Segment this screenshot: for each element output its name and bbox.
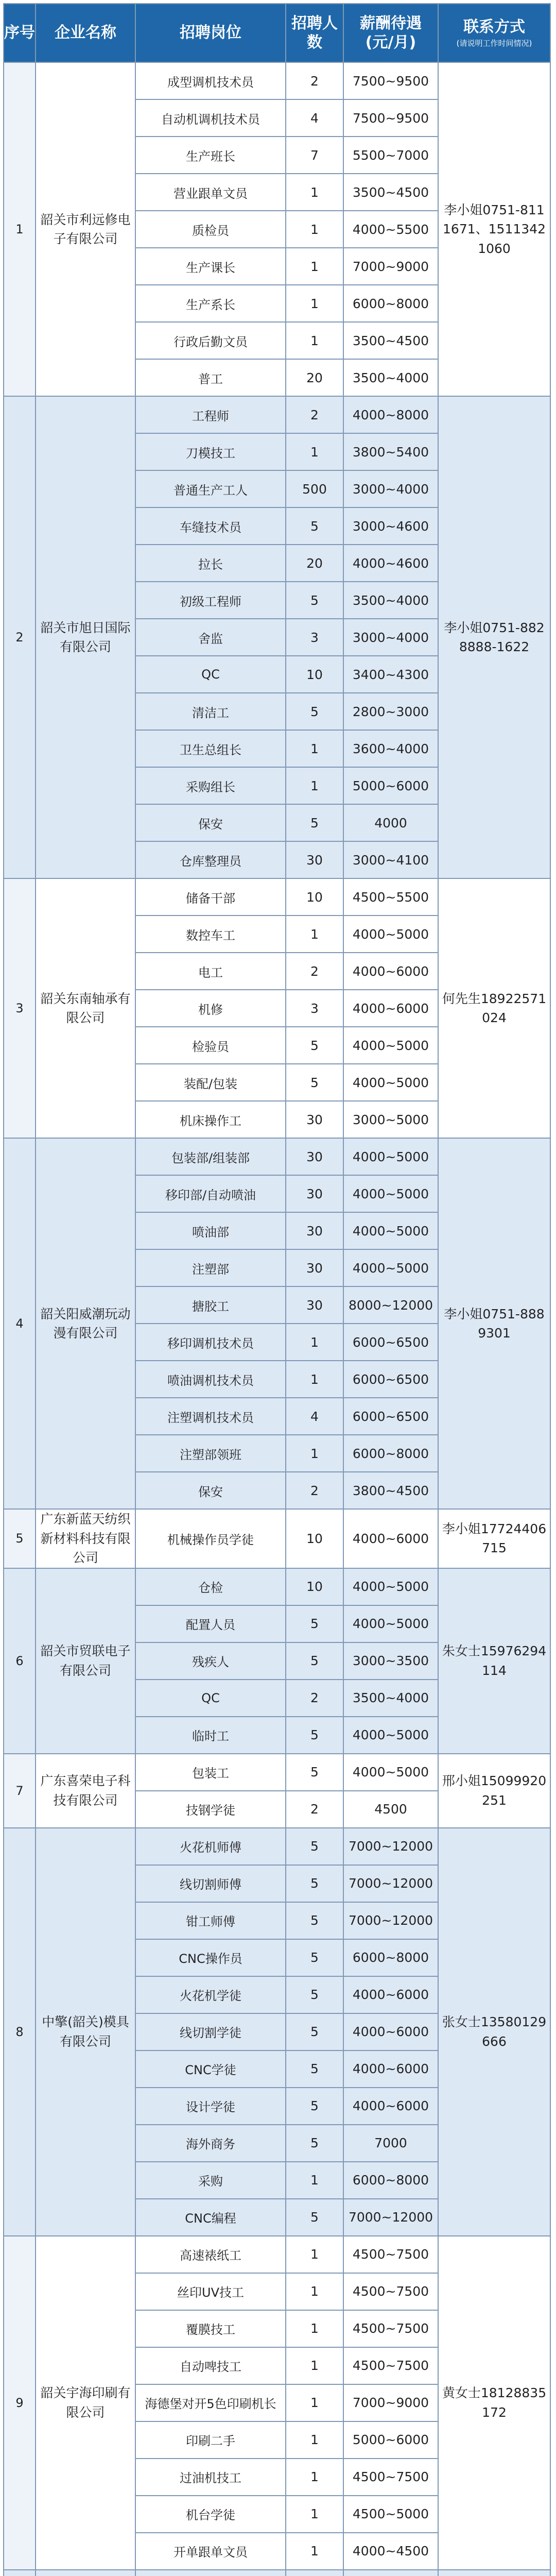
header-company: 企业名称 <box>36 4 135 62</box>
job-salary: 6000~6500 <box>343 1324 438 1361</box>
job-position: 行政后勤文员 <box>135 322 286 359</box>
job-position: 包装工 <box>135 1754 286 1791</box>
job-salary: 4500~7500 <box>343 2236 438 2273</box>
contact-info: 朱女士15976294114 <box>438 1568 550 1754</box>
job-count: 1 <box>286 730 343 767</box>
job-position: 火花机师傅 <box>135 1828 286 1865</box>
row-index <box>4 2570 36 2576</box>
job-position: 注塑部 <box>135 1249 286 1286</box>
job-count: 1 <box>286 211 343 248</box>
row-index: 9 <box>4 2236 36 2570</box>
job-salary: 3500~4500 <box>343 174 438 211</box>
job-salary: 4000~5000 <box>343 1754 438 1791</box>
job-salary: 3500~4000 <box>343 1680 438 1717</box>
job-salary: 3000~4600 <box>343 507 438 545</box>
job-count: 5 <box>286 507 343 545</box>
job-count: 10 <box>286 878 343 916</box>
job-position: 海德堡对开5色印刷机长 <box>135 2384 286 2421</box>
job-position: 初级工程师 <box>135 582 286 619</box>
job-count: 5 <box>286 1865 343 1902</box>
job-salary: 6000~8000 <box>343 1939 438 1976</box>
job-salary: 4500~5500 <box>343 878 438 916</box>
job-count: 3 <box>286 990 343 1027</box>
job-position: 装配/包装 <box>135 1064 286 1101</box>
job-count: 1 <box>286 916 343 953</box>
job-salary: 4000~5000 <box>343 1249 438 1286</box>
contact-info: 何先生18922571024 <box>438 878 550 1138</box>
company-name <box>36 2570 135 2576</box>
table-body <box>4 62 550 2576</box>
job-salary: 6000~6500 <box>343 1398 438 1435</box>
job-salary: 2800~3000 <box>343 693 438 730</box>
job-position: 机台学徒 <box>135 2496 286 2533</box>
job-position: CNC学徒 <box>135 2050 286 2088</box>
job-count: 4 <box>286 1398 343 1435</box>
table-row <box>4 1568 550 1605</box>
job-count: 1 <box>286 322 343 359</box>
job-position: 残疾人 <box>135 1642 286 1680</box>
job-salary: 7500~9500 <box>343 62 438 99</box>
company-name: 广东新蓝天纺织新材料科技有限公司 <box>36 1509 135 1568</box>
job-salary: 3500~4000 <box>343 582 438 619</box>
table-row <box>4 1754 550 1791</box>
job-position: 工程师 <box>135 396 286 433</box>
job-salary: 3600~4000 <box>343 730 438 767</box>
job-count: 5 <box>286 1027 343 1064</box>
company-name: 韶关阳威潮玩动漫有限公司 <box>36 1138 135 1509</box>
job-salary: 3400~4300 <box>343 656 438 693</box>
job-position: 高速裱纸工 <box>135 2236 286 2273</box>
job-salary: 7000~9000 <box>343 248 438 285</box>
contact-info: 李小姐0751-8111671、15113421060 <box>438 62 550 396</box>
job-count: 10 <box>286 656 343 693</box>
job-salary: 3000~3500 <box>343 1642 438 1680</box>
job-position: 检验员 <box>135 1027 286 1064</box>
job-salary: 4500~7500 <box>343 2347 438 2384</box>
job-count: 5 <box>286 1939 343 1976</box>
job-position: 海外商务 <box>135 2125 286 2162</box>
job-position: 车缝技术员 <box>135 507 286 545</box>
job-salary: 4000~6000 <box>343 2050 438 2088</box>
job-position: 数控车工 <box>135 916 286 953</box>
job-salary: 7000~12000 <box>343 1865 438 1902</box>
job-salary: 4000~5500 <box>343 211 438 248</box>
job-count: 1 <box>286 2421 343 2459</box>
job-count: 30 <box>286 1286 343 1324</box>
company-name: 韶关市贸联电子有限公司 <box>36 1568 135 1754</box>
job-count: 4 <box>286 99 343 137</box>
job-count: 5 <box>286 693 343 730</box>
table-header <box>4 4 550 62</box>
company-name: 韶关市旭日国际有限公司 <box>36 396 135 878</box>
job-position: 机修 <box>135 990 286 1027</box>
job-count: 7 <box>286 137 343 174</box>
job-salary: 4000 <box>343 804 438 841</box>
job-salary: 4000~5000 <box>343 1064 438 1101</box>
job-count: 5 <box>286 1828 343 1865</box>
job-salary: 6000~6500 <box>343 1361 438 1398</box>
job-count: 5 <box>286 1754 343 1791</box>
job-salary: 3800~4500 <box>343 1472 438 1509</box>
recruitment-table <box>3 3 551 2576</box>
job-count: 1 <box>286 2496 343 2533</box>
job-position: 成型调机技术员 <box>135 62 286 99</box>
job-count: 1 <box>286 433 343 470</box>
job-salary: 7000 <box>343 2125 438 2162</box>
job-position <box>135 2570 286 2576</box>
job-position: 采购 <box>135 2162 286 2199</box>
table-row <box>4 1138 550 1175</box>
row-index: 4 <box>4 1138 36 1509</box>
job-salary: 4000~5000 <box>343 1568 438 1605</box>
table-row <box>4 878 550 916</box>
job-salary: 4000~5000 <box>343 1717 438 1754</box>
job-position: 火花机学徒 <box>135 1976 286 2013</box>
job-count: 1 <box>286 2310 343 2347</box>
job-salary: 4500~5000 <box>343 2496 438 2533</box>
job-count: 30 <box>286 1175 343 1212</box>
job-position: 刀模技工 <box>135 433 286 470</box>
job-position: 自动机调机技术员 <box>135 99 286 137</box>
company-name: 韶关市利远修电子有限公司 <box>36 62 135 396</box>
job-count: 5 <box>286 2013 343 2050</box>
job-position: 机械操作员学徒 <box>135 1509 286 1568</box>
job-salary: 4000~4500 <box>343 2533 438 2570</box>
job-position: 质检员 <box>135 211 286 248</box>
job-count: 5 <box>286 1605 343 1642</box>
job-position: 注塑部领班 <box>135 1435 286 1472</box>
header-idx: 序号 <box>4 4 36 62</box>
job-salary: 5000~6000 <box>343 2421 438 2459</box>
job-salary: 4000~5000 <box>343 1138 438 1175</box>
header-salary-unit: (元/月) <box>365 33 416 52</box>
job-count: 5 <box>286 2050 343 2088</box>
job-count: 2 <box>286 396 343 433</box>
job-position: QC <box>135 1680 286 1717</box>
job-count: 1 <box>286 1435 343 1472</box>
header-count: 招聘人数 <box>286 4 343 62</box>
job-position: 配置人员 <box>135 1605 286 1642</box>
job-position: 舍监 <box>135 619 286 656</box>
job-salary: 7500~9500 <box>343 99 438 137</box>
job-position: 喷油调机技术员 <box>135 1361 286 1398</box>
job-salary: 4000~4600 <box>343 545 438 582</box>
job-position: 移印调机技术员 <box>135 1324 286 1361</box>
job-salary: 4000~5000 <box>343 1605 438 1642</box>
table-row <box>4 62 550 99</box>
job-position: 仓检 <box>135 1568 286 1605</box>
header-contact-label: 联系方式 <box>463 18 525 36</box>
job-position: CNC编程 <box>135 2199 286 2236</box>
job-salary: 4500~7500 <box>343 2273 438 2310</box>
job-count: 20 <box>286 545 343 582</box>
job-salary: 4000~5000 <box>343 1212 438 1249</box>
job-position: 注塑调机技术员 <box>135 1398 286 1435</box>
job-position: 开单跟单文员 <box>135 2533 286 2570</box>
job-count: 5 <box>286 2125 343 2162</box>
job-count: 30 <box>286 1249 343 1286</box>
job-count: 2 <box>286 1791 343 1828</box>
job-position: 卫生总组长 <box>135 730 286 767</box>
contact-info: 李小姐17724406715 <box>438 1509 550 1568</box>
job-position: 钳工师傅 <box>135 1902 286 1939</box>
job-count: 1 <box>286 2162 343 2199</box>
company-name: 韶关宇海印刷有限公司 <box>36 2236 135 2570</box>
table-row <box>4 2570 550 2576</box>
table-row <box>4 1828 550 1865</box>
job-count: 1 <box>286 248 343 285</box>
job-count: 2 <box>286 953 343 990</box>
job-position: 生产课长 <box>135 248 286 285</box>
job-position: 包装部/组装部 <box>135 1138 286 1175</box>
job-position: 线切割师傅 <box>135 1865 286 1902</box>
job-position: 技钢学徒 <box>135 1791 286 1828</box>
contact-info: 李小姐0751-8889301 <box>438 1138 550 1509</box>
job-salary: 6000~8000 <box>343 285 438 322</box>
job-position: 清洁工 <box>135 693 286 730</box>
job-salary: 7000~9000 <box>343 2384 438 2421</box>
job-count: 5 <box>286 1902 343 1939</box>
table-row <box>4 1509 550 1568</box>
job-count: 1 <box>286 285 343 322</box>
job-salary: 4500~7500 <box>343 2310 438 2347</box>
job-salary: 7000~12000 <box>343 2199 438 2236</box>
job-count: 2 <box>286 1680 343 1717</box>
job-count: 20 <box>286 359 343 396</box>
company-name: 中擎(韶关)模具有限公司 <box>36 1828 135 2236</box>
job-position: 储备干部 <box>135 878 286 916</box>
job-position: 移印部/自动喷油 <box>135 1175 286 1212</box>
job-count: 1 <box>286 1324 343 1361</box>
company-name: 韶关东南轴承有限公司 <box>36 878 135 1138</box>
job-salary: 4000~6000 <box>343 1509 438 1568</box>
job-count: 1 <box>286 2236 343 2273</box>
job-salary: 3500~4500 <box>343 322 438 359</box>
job-position: 机床操作工 <box>135 1101 286 1138</box>
header-contact <box>438 4 550 62</box>
contact-info: 邢小姐15099920251 <box>438 1754 550 1828</box>
job-salary: 6000~8000 <box>343 1435 438 1472</box>
job-salary <box>343 2570 438 2576</box>
job-salary: 3000~5000 <box>343 1101 438 1138</box>
job-position: 设计学徒 <box>135 2088 286 2125</box>
job-salary: 4000~6000 <box>343 1976 438 2013</box>
contact-info: 张女士13580129666 <box>438 1828 550 2236</box>
job-salary: 4000~5000 <box>343 916 438 953</box>
job-salary: 3500~4000 <box>343 359 438 396</box>
job-position: CNC操作员 <box>135 1939 286 1976</box>
job-salary: 4000~8000 <box>343 396 438 433</box>
job-count: 30 <box>286 841 343 878</box>
job-position: 过油机技工 <box>135 2459 286 2496</box>
company-name: 广东喜荣电子科技有限公司 <box>36 1754 135 1828</box>
row-index: 2 <box>4 396 36 878</box>
job-salary: 8000~12000 <box>343 1286 438 1324</box>
job-position: QC <box>135 656 286 693</box>
job-count: 5 <box>286 582 343 619</box>
job-position: 采购组长 <box>135 767 286 804</box>
job-position: 拉长 <box>135 545 286 582</box>
job-count: 2 <box>286 1472 343 1509</box>
job-count: 5 <box>286 1642 343 1680</box>
header-position: 招聘岗位 <box>135 4 286 62</box>
row-index: 6 <box>4 1568 36 1754</box>
job-salary: 4000~6000 <box>343 2088 438 2125</box>
job-count: 5 <box>286 2088 343 2125</box>
job-count: 1 <box>286 2459 343 2496</box>
header-salary-label: 薪酬待遇 <box>360 14 422 32</box>
job-count: 30 <box>286 1138 343 1175</box>
job-position: 保安 <box>135 804 286 841</box>
job-salary: 3000~4000 <box>343 470 438 507</box>
job-salary: 5000~6000 <box>343 767 438 804</box>
job-position: 普工 <box>135 359 286 396</box>
job-salary: 4000~6000 <box>343 953 438 990</box>
row-index: 7 <box>4 1754 36 1828</box>
job-salary: 4000~6000 <box>343 2013 438 2050</box>
contact-info <box>438 2570 550 2576</box>
job-salary: 3800~5400 <box>343 433 438 470</box>
job-count: 500 <box>286 470 343 507</box>
job-salary: 7000~12000 <box>343 1828 438 1865</box>
job-salary: 3000~4100 <box>343 841 438 878</box>
header-contact-note: (请说明工作时间情况) <box>456 39 532 48</box>
row-index: 1 <box>4 62 36 396</box>
job-count: 1 <box>286 1361 343 1398</box>
job-position: 保安 <box>135 1472 286 1509</box>
job-position: 搪胶工 <box>135 1286 286 1324</box>
table-row <box>4 396 550 433</box>
contact-info: 李小姐0751-8828888-1622 <box>438 396 550 878</box>
job-count: 5 <box>286 2199 343 2236</box>
contact-info: 黄女士18128835172 <box>438 2236 550 2570</box>
job-count <box>286 2570 343 2576</box>
job-count: 30 <box>286 1101 343 1138</box>
job-count: 1 <box>286 2384 343 2421</box>
job-position: 临时工 <box>135 1717 286 1754</box>
job-salary: 4500~7500 <box>343 2459 438 2496</box>
job-count: 30 <box>286 1212 343 1249</box>
job-count: 2 <box>286 62 343 99</box>
job-count: 1 <box>286 2273 343 2310</box>
job-count: 10 <box>286 1568 343 1605</box>
row-index: 8 <box>4 1828 36 2236</box>
job-position: 喷油部 <box>135 1212 286 1249</box>
row-index: 3 <box>4 878 36 1138</box>
job-count: 10 <box>286 1509 343 1568</box>
header-salary <box>343 4 438 62</box>
job-salary: 4000~5000 <box>343 1175 438 1212</box>
job-position: 普通生产工人 <box>135 470 286 507</box>
job-count: 3 <box>286 619 343 656</box>
job-position: 覆膜技工 <box>135 2310 286 2347</box>
job-count: 1 <box>286 2347 343 2384</box>
row-index: 5 <box>4 1509 36 1568</box>
job-position: 自动啤技工 <box>135 2347 286 2384</box>
job-count: 1 <box>286 174 343 211</box>
job-count: 1 <box>286 2533 343 2570</box>
job-position: 丝印UV技工 <box>135 2273 286 2310</box>
job-salary: 4000~5000 <box>343 1027 438 1064</box>
job-position: 生产班长 <box>135 137 286 174</box>
job-position: 印刷二手 <box>135 2421 286 2459</box>
job-count: 5 <box>286 1976 343 2013</box>
job-salary: 5500~7000 <box>343 137 438 174</box>
job-position: 营业跟单文员 <box>135 174 286 211</box>
job-salary: 6000~8000 <box>343 2162 438 2199</box>
job-count: 5 <box>286 1064 343 1101</box>
job-count: 5 <box>286 804 343 841</box>
job-position: 电工 <box>135 953 286 990</box>
job-salary: 4000~6000 <box>343 990 438 1027</box>
job-count: 5 <box>286 1717 343 1754</box>
job-position: 生产系长 <box>135 285 286 322</box>
job-salary: 7000~12000 <box>343 1902 438 1939</box>
job-salary: 3000~4000 <box>343 619 438 656</box>
job-position: 线切割学徒 <box>135 2013 286 2050</box>
table-row <box>4 2236 550 2273</box>
job-count: 1 <box>286 767 343 804</box>
job-position: 仓库整理员 <box>135 841 286 878</box>
job-salary: 4500 <box>343 1791 438 1828</box>
